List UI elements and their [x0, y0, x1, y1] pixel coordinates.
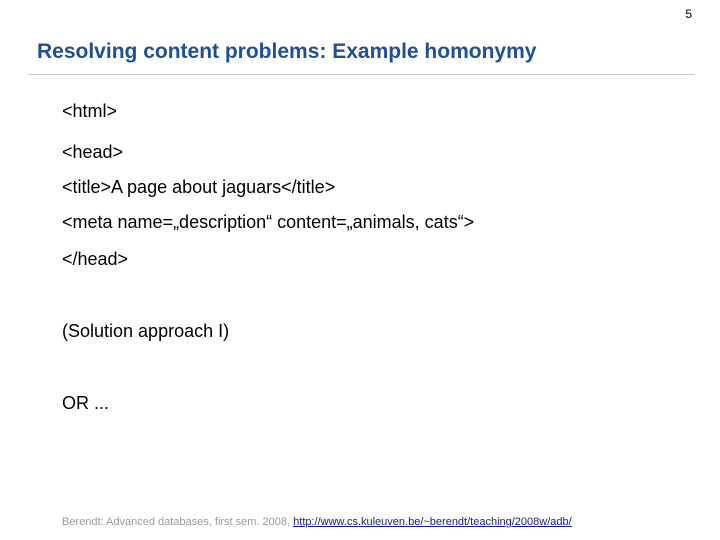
code-line-head-close: </head>	[62, 249, 129, 269]
code-line-meta: <meta name=„description“ content=„animals, cats“>	[62, 212, 475, 232]
footer	[62, 516, 572, 528]
slide-title: Resolving content problems: Example homonymy	[37, 40, 537, 63]
code-line-title: <title>A page about jaguars</title>	[62, 177, 336, 197]
footer-text: Berendt: Advanced databases, first sem. 2008,	[62, 516, 294, 528]
page-number: 5	[685, 7, 692, 21]
solution-approach-text: (Solution approach I)	[62, 321, 230, 341]
or-text: OR ...	[62, 393, 110, 413]
footer-link[interactable]: http://www.cs.kuleuven.be/~berendt/teaching/2008w/adb/	[293, 516, 572, 528]
code-line-head-open: <head>	[62, 142, 124, 162]
title-divider	[28, 74, 694, 75]
code-line-html-open: <html>	[62, 101, 118, 121]
